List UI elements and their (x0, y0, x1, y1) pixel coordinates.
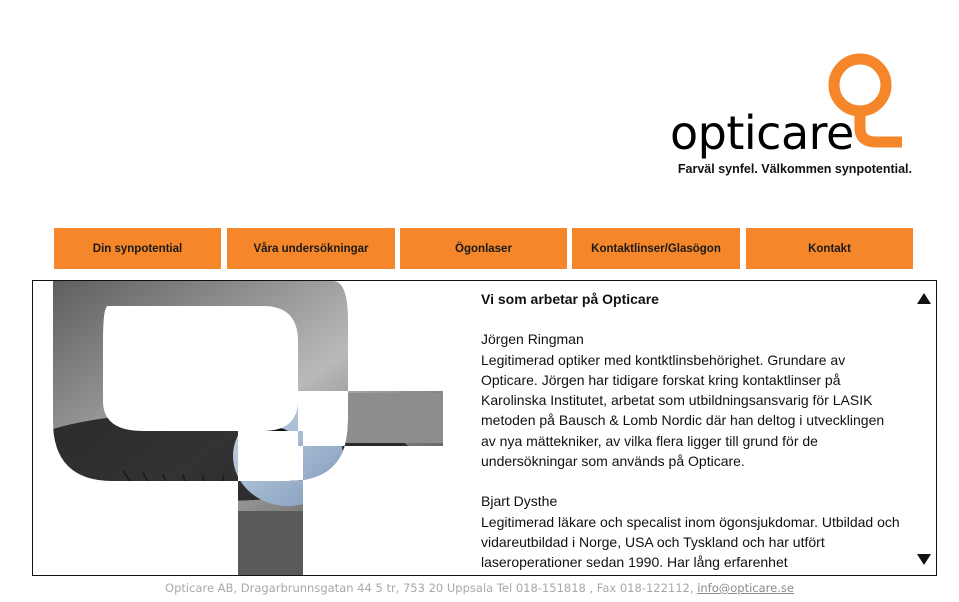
staff-entry (481, 329, 901, 471)
content-panel (32, 280, 937, 576)
staff-entry (481, 491, 901, 572)
staff-name: Bjart Dysthe (481, 493, 558, 510)
scroll-up-icon[interactable] (917, 293, 931, 304)
nav-tab-kontakt[interactable]: Kontakt (746, 228, 913, 269)
email-link[interactable]: info@opticare.se (697, 581, 794, 595)
nav-tab-ogonlaser[interactable]: Ögonlaser (400, 228, 567, 269)
eye-photo-oc-shape (33, 281, 443, 576)
staff-name: Jörgen Ringman (481, 331, 584, 348)
logo-wordmark: opticare (670, 106, 854, 160)
footer-address: Opticare AB, Dragarbrunnsgatan 44 5 tr, 753 20 Uppsala Tel 018-151818 , Fax 018-122112, (165, 581, 698, 595)
staff-bio: Legitimerad optiker med kontktlinsbehörighet. Grundare av Opticare. Jörgen har tidigare forskat kring kontaktlinser på Karolinska Institutet, arbetat som utbildningsansvarig för LASIK metoden på Bausch & Lomb Nordic där han deltog i utvecklingen av nya mättekniker, av vilka flera ligger till grund för de undersökningar som används på Opticare. (481, 351, 885, 470)
nav-tab-din-synpotential[interactable]: Din synpotential (54, 228, 221, 269)
nav-tab-vara-undersokningar[interactable]: Våra undersökningar (227, 228, 395, 269)
footer (0, 581, 959, 595)
nav-tab-kontaktlinser-glasogon[interactable]: Kontaktlinser/Glasögon (572, 228, 740, 269)
scroll-down-icon[interactable] (917, 554, 931, 565)
staff-text (481, 289, 901, 576)
staff-bio: Legitimerad läkare och specalist inom ögonsjukdomar. Utbildad och vidareutbildad i Norge, USA och Tyskland och har utfört laseroperationer sedan 1990. Har lång erfarenhet (481, 513, 900, 571)
opticare-logo[interactable] (660, 50, 920, 185)
section-heading: Vi som arbetar på Opticare (481, 291, 659, 307)
tagline: Farväl synfel. Välkommen synpotential. (677, 162, 912, 176)
